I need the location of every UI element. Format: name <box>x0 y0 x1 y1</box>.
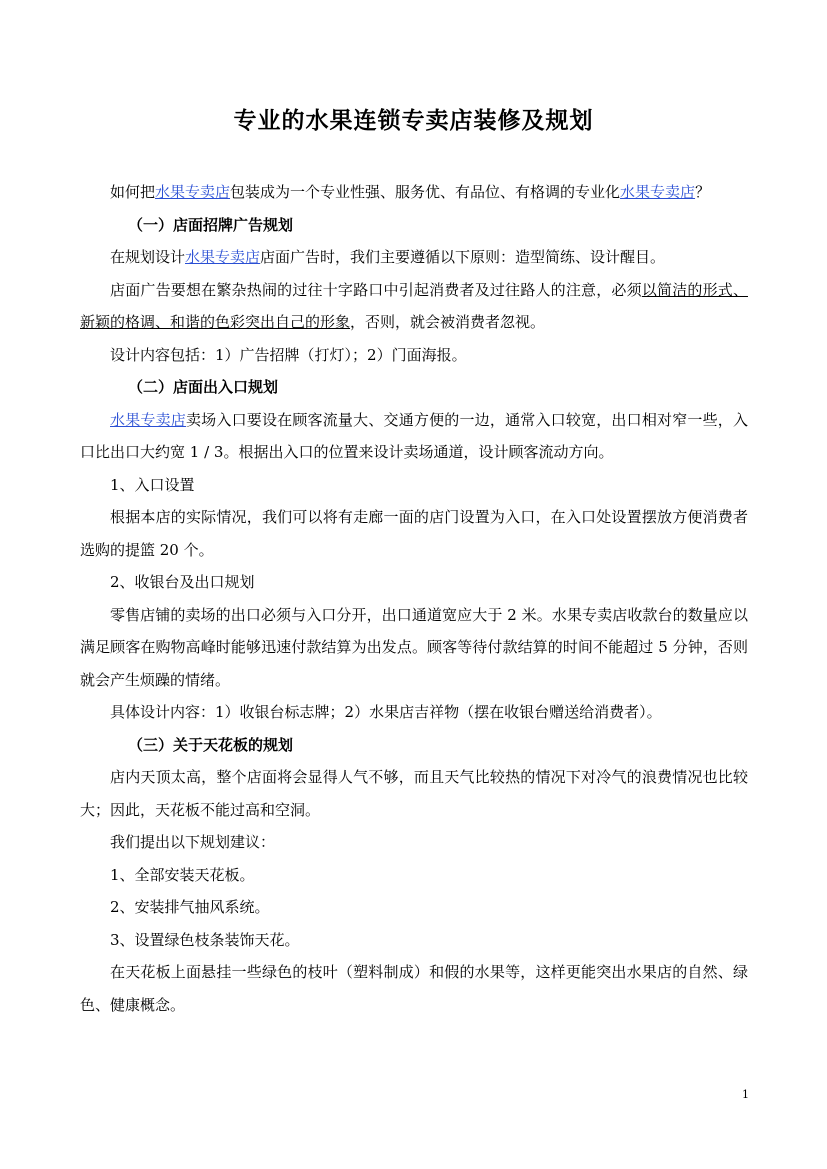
fruit-store-link[interactable]: 水果专卖店 <box>155 183 231 201</box>
page-number: 1 <box>742 1088 749 1101</box>
paragraph: 零售店铺的卖场的出口必须与入口分开，出口通道宽应大于 2 米。水果专卖店收款台的数量应以满足顾客在购物高峰时能够迅速付款结算为出发点。顾客等待付款结算的时间不能超过 5 分钟，否则就会产生烦躁的情绪。 <box>80 605 748 689</box>
list-item: 2、安装排气抽风系统。 <box>110 898 270 916</box>
paragraph: 设计内容包括：1）广告招牌（打灯）；2）门面海报。 <box>110 345 467 364</box>
list-item: 3、设置绿色枝条装饰天花。 <box>110 930 300 949</box>
section-heading: （三）关于天花板的规划 <box>128 735 294 754</box>
paragraph: 我们提出以下规划建议： <box>110 833 276 851</box>
fruit-store-link[interactable]: 水果专卖店 <box>620 183 696 201</box>
fruit-store-link[interactable]: 水果专卖店 <box>185 248 261 266</box>
intro-paragraph: 如何把水果专卖店包装成为一个专业性强、服务优、有品位、有格调的专业化水果专卖店？ <box>110 183 711 201</box>
list-item: 1、全部安装天花板。 <box>110 865 255 884</box>
paragraph: 具体设计内容：1）收银台标志牌；2）水果店吉祥物（摆在收银台赠送给消费者）。 <box>110 703 662 721</box>
section-heading: （二）店面出入口规划 <box>128 378 279 396</box>
paragraph: 根据本店的实际情况，我们可以将有走廊一面的店门设置为入口，在入口处设置摆放方便消费者选购的提篮 20 个。 <box>80 508 748 559</box>
subheading: 2、收银台及出口规划 <box>110 573 255 591</box>
underlined-text: 以简洁的形式、新颖的格调、和谐的色彩突出自己的形象 <box>80 280 748 331</box>
paragraph: 店面广告要想在繁杂热闹的过往十字路口中引起消费者及过往路人的注意，必须以简洁的形式、新颖的格调、和谐的色彩突出自己的形象，否则，就会被消费者忽视。 <box>80 280 748 331</box>
document-body <box>80 176 748 1021</box>
subheading: 1、入口设置 <box>110 475 195 494</box>
document-title: 专业的水果连锁专卖店装修及规划 <box>233 108 594 134</box>
paragraph: 水果专卖店卖场入口要设在顾客流量大、交通方便的一边，通常入口较宽，出口相对窄一些，入口比出口大约宽 1 / 3。根据出入口的位置来设计卖场通道，设计顾客流动方向。 <box>80 410 748 461</box>
paragraph: 在天花板上面悬挂一些绿色的枝叶（塑料制成）和假的水果等，这样更能突出水果店的自然、绿色、健康概念。 <box>80 963 748 1014</box>
section-heading: （一）店面招牌广告规划 <box>128 215 294 234</box>
paragraph: 店内天顶太高，整个店面将会显得人气不够，而且天气比较热的情况下对冷气的浪费情况也比较大；因此，天花板不能过高和空洞。 <box>80 768 748 819</box>
paragraph: 在规划设计水果专卖店店面广告时，我们主要遵循以下原则：造型简练、设计醒目。 <box>110 248 666 266</box>
fruit-store-link[interactable]: 水果专卖店 <box>110 410 186 429</box>
